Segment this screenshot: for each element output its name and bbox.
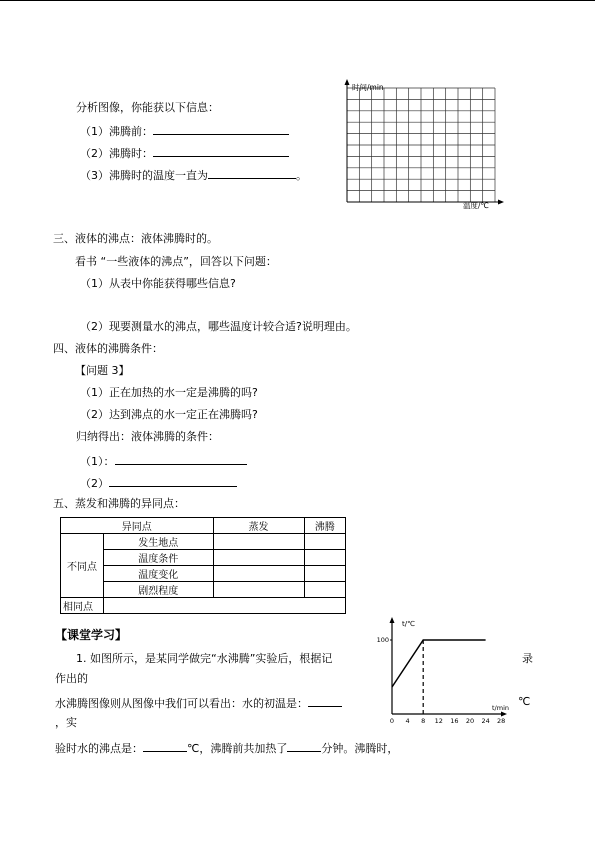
analysis-item-1 — [80, 123, 289, 139]
x-tick-labels — [390, 717, 505, 725]
diff-label-cell: 不同点 — [61, 534, 104, 598]
table-cell[interactable] — [213, 550, 304, 566]
classroom-p1a: 1. 如图所示，是某同学做完“水沸腾”实验后，根据记 — [76, 652, 333, 665]
condition-2 — [80, 475, 237, 491]
table-row — [61, 582, 346, 598]
page-top-rule — [0, 0, 595, 1]
x-tick-label: 12 — [434, 717, 443, 725]
table-cell[interactable] — [213, 534, 304, 550]
x-tick-label: 0 — [389, 717, 395, 725]
table-header-cell: 异同点 — [61, 518, 214, 534]
x-axis-label: t/min — [492, 704, 509, 712]
condition-1 — [80, 453, 247, 469]
sec3-q1: （1）从表中你能获得哪些信息? — [80, 277, 236, 290]
table-header-cell: 沸腾 — [304, 518, 345, 534]
row-label-cell: 温度变化 — [104, 566, 214, 582]
table-cell[interactable] — [304, 534, 345, 550]
sec3-title: 三、液体的沸点：液体沸腾时的。 — [53, 232, 218, 245]
analysis-item-3-label: （3）沸腾时的温度一直为 — [80, 169, 208, 182]
blank-grid-chart — [335, 78, 505, 210]
classroom-p3: ，实 — [55, 716, 77, 729]
condition-2-label: （2） — [80, 477, 109, 490]
period: 。 — [296, 169, 307, 182]
analysis-item-3 — [80, 167, 307, 183]
classroom-p2-text: 水沸腾图像则从图像中我们可以看出：水的初温是： — [55, 697, 308, 710]
table-cell[interactable] — [304, 550, 345, 566]
sec4-q2: （2）达到沸点的水一定正在沸腾吗? — [80, 408, 258, 421]
table-cell[interactable] — [213, 566, 304, 582]
table-row — [61, 534, 346, 550]
x-axis-arrow — [498, 200, 504, 205]
table-cell[interactable] — [304, 582, 345, 598]
answer-blank[interactable] — [109, 475, 237, 487]
answer-blank[interactable] — [308, 695, 342, 707]
y-tick-label: 100 — [376, 636, 389, 644]
table-row — [61, 598, 346, 614]
classroom-p4 — [55, 740, 398, 756]
row-label-cell: 发生地点 — [104, 534, 214, 550]
temperature-series-line — [392, 640, 486, 687]
answer-blank[interactable] — [115, 453, 247, 465]
comparison-table — [60, 517, 346, 614]
table-header-cell: 蒸发 — [213, 518, 304, 534]
classroom-p4a-text: 验时水的沸点是： — [55, 742, 143, 755]
row-label-cell: 温度条件 — [104, 550, 214, 566]
sec4-summary: 归纳得出：液体沸腾的条件： — [76, 430, 219, 443]
answer-blank[interactable] — [153, 145, 289, 157]
analysis-prompt: 分析图像，你能获以下信息： — [76, 101, 219, 114]
table-cell[interactable] — [213, 582, 304, 598]
answer-blank[interactable] — [287, 740, 321, 752]
classroom-p1b: 作出的 — [55, 672, 88, 685]
x-tick-label: 28 — [497, 717, 506, 725]
grid-lines — [347, 88, 495, 202]
x-axis-arrow — [501, 712, 507, 717]
x-tick-label: 24 — [481, 717, 490, 725]
classroom-p4b-text: ℃，沸腾前共加热了 — [187, 742, 288, 755]
analysis-item-2 — [80, 145, 289, 161]
classroom-p2 — [55, 695, 342, 711]
sec4-q1: （1）正在加热的水一定是沸腾的吗? — [80, 386, 258, 399]
sec4-title: 四、液体的沸腾条件： — [53, 342, 163, 355]
answer-blank[interactable] — [153, 123, 289, 135]
y-axis-arrow — [345, 79, 350, 85]
table-header-row — [61, 518, 346, 534]
x-tick-label: 4 — [405, 717, 410, 725]
grid-chart-xlabel: 温度/℃ — [463, 201, 489, 210]
classroom-title: 【课堂学习】 — [55, 628, 128, 642]
row-label-cell: 剧烈程度 — [104, 582, 214, 598]
table-row — [61, 566, 346, 582]
table-cell[interactable] — [304, 566, 345, 582]
analysis-item-2-label: （2）沸腾时： — [80, 147, 153, 160]
same-label-cell: 相同点 — [61, 598, 104, 614]
classroom-p4c-text: 分钟。沸腾时， — [321, 742, 399, 755]
table-row — [61, 550, 346, 566]
y-axis-arrow — [390, 617, 395, 623]
condition-1-label: （1）： — [80, 455, 115, 468]
classroom-p2-unit: ℃ — [518, 695, 531, 708]
x-tick-label: 8 — [421, 717, 426, 725]
sec3-line1: 看书 “一些液体的沸点”，回答以下问题： — [75, 255, 277, 268]
answer-blank[interactable] — [143, 740, 187, 752]
sec3-q2: （2）现要测量水的沸点，哪些温度计较合适?说明理由。 — [80, 320, 357, 333]
answer-blank[interactable] — [208, 167, 296, 179]
boiling-chart — [370, 612, 510, 732]
classroom-p1a-right: 录 — [522, 652, 533, 665]
sec5-title: 五、蒸发和沸腾的异同点： — [53, 497, 185, 510]
y-axis-label: t/℃ — [402, 620, 415, 628]
table-cell[interactable] — [104, 598, 346, 614]
grid-chart-ylabel: 时间/min — [352, 83, 384, 92]
x-tick-label: 16 — [450, 717, 459, 725]
x-tick-label: 20 — [465, 717, 475, 725]
question-tag: 【问题 3】 — [75, 364, 130, 377]
analysis-item-1-label: （1）沸腾前： — [80, 125, 153, 138]
